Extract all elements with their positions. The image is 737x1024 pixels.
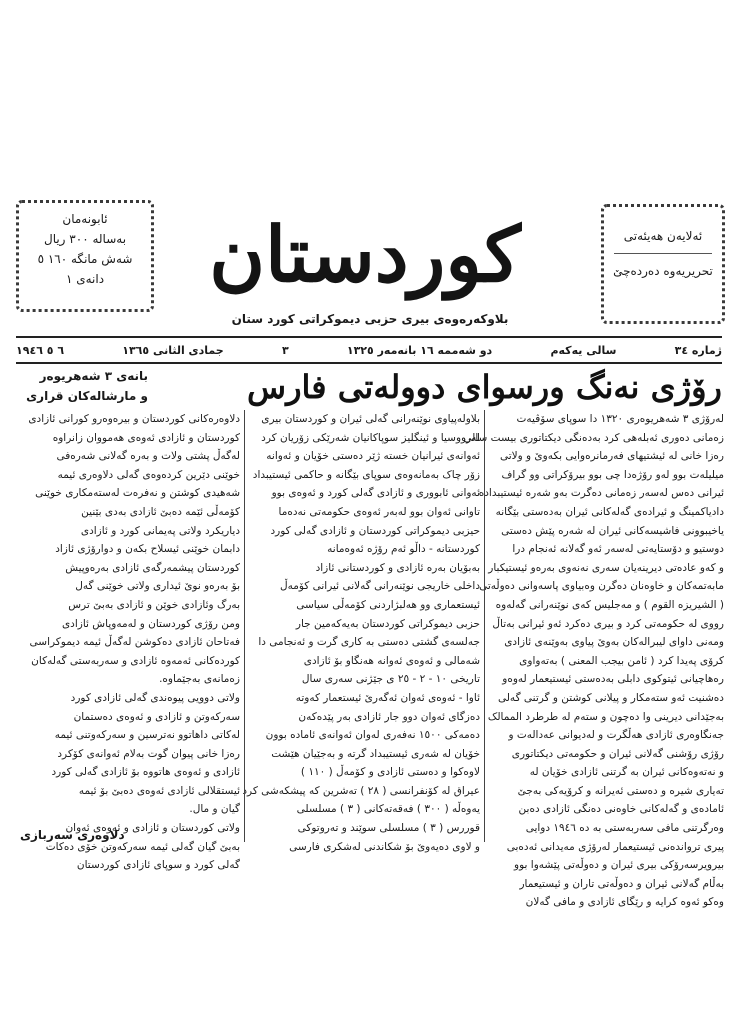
article-line: ( الشیریزه القوم ) و مەجلیس کەی نوێنەرانی گەلەوە [495, 598, 724, 611]
subscription-box [16, 200, 154, 312]
article-line: و لاوی دەیەوێ بۆ شکاندنی لەشکری فارسی [289, 840, 480, 853]
article-line: رۆژی رۆشنی گەلانی ئیران و حکومەتی دیکتاتوری [511, 747, 724, 760]
masthead-subtitle: بلاوکەرەوەی بیری حزبی دیموکراتی کورد ستان [231, 312, 509, 326]
article-line: و کەو عادەتی دیرینەیان سەری نەنەوی بەرەو ئیستیکبار [488, 561, 724, 574]
article-line: حیزبی دیموکراتی کوردستان و ئازادی گەلی کورد [270, 524, 480, 537]
article-line: کۆمەڵی ئێمە دەبێ ئازادی بەدی بێنین [81, 505, 240, 518]
article-line: یاخیبوونی فاشیسەکانی ئیران لە شەرە پێش دەستی [501, 524, 724, 537]
article-line: گەلی کورد و سوپای ئازادی کوردستان [76, 859, 240, 872]
article-line: ئەوانەی ئیرانیان خستە ژێر دەستی خۆیان و ئەوانە [266, 450, 480, 463]
article-line: جەلسەی گشتی دەستی بە کاری گرت و ئەنجامی دا [258, 636, 480, 649]
main-headline: رۆژی نەنگ ورسوای دوولەتی فارس [247, 368, 722, 406]
article-line: زەمانەی بەجێماوە. [159, 673, 240, 686]
article-line: دەشنیت ئەو ستەمکار و پیلانی کوشتن و گرتنی گەلی [497, 691, 724, 704]
article-line: لەگەڵ پشتی ولات و بەرە گەلانی شەرەفی [56, 450, 240, 463]
article-line: کوردستانە - داڵو ئەم رۆژە ئەوەمانە [327, 543, 480, 556]
divider [16, 336, 722, 338]
article-line: ئامادەی و گەلەکانی خاوەنی دەنگی ئازادی دەبن [518, 803, 724, 816]
article-line: تەیاری شیرە و دەستی ئەیرانە و کرۆیەکی بەجێ [517, 784, 724, 797]
article-line: ئاوا - ئەوەی ئەوان ئەگەرێ ئیستعمار کەوتە [295, 691, 480, 704]
article-line: پیری ترواندەنی ئیستیعمار لەرۆژی مەیدانی ئەدەبی [506, 840, 724, 853]
publisher-box [601, 204, 725, 324]
article-line: وەکو ئەوە کرایە و رێگای ئازادی و مافی گەلان [525, 896, 724, 909]
article-line: گیان و مال. [189, 803, 240, 816]
article-line: ئەوانی ئابووری و ئازادی گەلی کورد و ئەوەی بوو [271, 487, 480, 500]
subscription-line: بەسالە ٣٠٠ ریال [43, 232, 127, 246]
article-line: رەزا خانی لە ئیشتیهای فەرمانرەوایی بکەوێ و ولاتی [499, 450, 724, 463]
article-line: لەرووسیا و ئینگلیز سوپاکانیان شەرێکی زۆریان کرد [261, 431, 480, 444]
article-line: ومەنی داوای لیبرالەکان بەوێ پیاوی بەوێنەی ئازادی [504, 636, 724, 649]
dateline [16, 340, 722, 360]
article-line: بەبێ گیان گەلی ئیمە سەرکەوتن خۆی دەکات [45, 840, 240, 853]
article-line: ئیرانی دەس لەسەر زەمانی دەگرت بەو شەرە ئیستیبدادە [478, 487, 724, 500]
article-line: یەوەڵە ( ٣٠٠ ) فەقەتەکانی ( ٣ ) مسلسلی [296, 803, 480, 816]
article-line: کوردەکانی ئەمەوە ئازادی و سەربەستی گەلەکان [31, 654, 240, 667]
article-line: لەرۆژی ٣ شەهریوەری ١٣٢٠ دا سوپای سۆڤیەت [516, 413, 724, 425]
article-line: میلیلەت بوو لەو رۆژەدا چی بوو بیرۆکراتی وو گراف [501, 468, 724, 481]
publisher-line: تحریریەوە دەردەچێ [613, 264, 713, 278]
article-line: بەڵام گەلانی ئیران و دەوڵەتی تاران و ئیستیعمار [519, 877, 724, 890]
lunar-date: جمادی الثانی ١٣٦٥ [122, 343, 224, 357]
article-line: سەرکەوتن و ئازادی و ئەوەی دەستمان [73, 710, 240, 723]
article-line: شەمالی و ئەوەی ئەوانە هەنگاو بۆ ئازادی [303, 654, 480, 667]
article-line: زەمانی دەوری ئەبلەهی کرد بەدەنگی دیکتاتوری بیست سالی [463, 431, 724, 444]
article-line: ولاتی دوویی پیوەندی گەلی ئازادی کورد [70, 691, 240, 704]
article-line: رووی لە حکومەتی کرد و بیری دەکرد ئەو ئیرانی بەتاڵ [492, 617, 724, 630]
article-line: زۆر چاک بەمانەوەی سوپای بێگانە و حاکمی ئیستیبداد [252, 468, 480, 481]
article-line: کرۆی پەیدا کرد ( ئامن بیجب المعنی ) بەتەواوی [519, 654, 724, 667]
article-line: دادیاکمینگ و ئیرادەی گەلەکانی ئیران بەدەستی بێگانە [495, 505, 724, 518]
side-headline-line: بانەی ٣ شەهریوەر [39, 369, 148, 383]
gregorian-date: ٦ ٥ ١٩٤٦ [16, 343, 65, 357]
article-signature: دلاوەری سەربازی [20, 828, 125, 842]
article-line: دابمان خوێنی ئیسلاح بکەن و دوارۆژی ئازاد [55, 543, 240, 556]
article-line: دەمەکی ١٥٠٠ نەفەری لەوان ئەوانەی ئامادە بوون [265, 729, 480, 742]
article-line: دیاریکرد ولاتی پەیمانی کورد و ئازادی [80, 524, 240, 537]
side-headline [18, 366, 148, 406]
article-line: دلاوەرەکانی کوردستان و بیرەوەرو کورانی ئازادی [28, 413, 240, 425]
article-column-right [463, 410, 724, 909]
article-line: دەزگای ئەوان دوو جار ئازادی بەر پێدەکەن [298, 710, 480, 723]
divider [614, 253, 712, 254]
article-line: فەتاحان ئازادی دەکوشن لەگەڵ ئیمە دیموکراسی [29, 636, 240, 649]
article-line: جەنگاوەری ئازادی هەڵگرت و لەدیوانی عەدالەت و [508, 729, 724, 742]
article-line: بەبۆیان بەرە ئازادی و کوردستانی ئازاد [315, 561, 480, 574]
article-line: خوێنی دێرین کردەوەی گەلی دلاوەری ئیمە [57, 468, 240, 481]
article-column-middle [242, 410, 480, 853]
article-line: رەهاچیانی ئیتوکوی دابلی بەدەستی ئیستیعمار لەوەو [502, 673, 724, 686]
article-line: و نەتەوەکانی ئیران بە گرتنی ئازادی خۆیان لە [529, 766, 724, 779]
year-label: سالی یەکەم [550, 343, 617, 357]
publisher-line: ئەلایەن هەیئەتی [623, 229, 703, 243]
solar-date: دو شەممە ١٦ بانەمەر ١٣٢٥ [346, 343, 493, 357]
article-line: تاوانی ئەوان بوو لەبەر ئەوەی حکومەتی نەدەما [278, 505, 480, 518]
article-line: ئازادی و ئەوەی هاتووە بۆ ئازادی گەلی کورد [51, 766, 240, 779]
article-line: بلاولەپیاوی نوێنەرانی گەلی ئیران و کوردستان بیری [261, 413, 480, 425]
newspaper-title: کوردستان [209, 210, 521, 299]
article-line: ئیستعماری وو هەلبژاردنی کۆمەڵی سیاسی [296, 598, 480, 611]
article-line: ئیستقلالی ئازادی ئەوەی دەبێ بۆ ئیمە [78, 784, 240, 797]
article-line: قوررس ( ٣ ) مسلسلی سوێند و تەروتوکی [297, 822, 480, 835]
article-line: بۆ بەرەو نوێ ئیداری ولاتی خوێنی گەل [75, 580, 240, 593]
side-headline-line: و مارشالەکان قراری [26, 389, 148, 403]
article-line: وەرگرتنی مافی سەربەستی بە دە ١٩٤٦ دوایی [525, 822, 724, 835]
article-line: ولاتی کوردستان و ئازادی و ئەوەی ئەوان [65, 822, 240, 835]
article-line: بەرگ وئازادی خوێن و ئازادی بەبێ ترس [68, 598, 240, 611]
article-line: شەهیدی کوشتن و نەفرەت لەستەمکاری خوێنی [35, 487, 240, 500]
article-line: لەکاتی داهاتوو نەترسین و سەرکەوتنی ئیمە [54, 729, 240, 742]
subscription-line: شەش مانگە ١٦٠ ٥ [37, 252, 133, 266]
article-line: داخلی خاریجی نوێنەرانی گەلانی ئیرانی کۆمەڵ [279, 580, 480, 593]
subscription-heading: ئابونەمان [62, 212, 108, 226]
subscription-line: دانەی ١ [65, 272, 105, 286]
article-line: بیرویرسەرۆکی بیری ئیران و دەوڵەتی پێشەوا بوو [514, 859, 724, 872]
article-line: حزبی دیموکراتی کوردستان بەیەکەمین جار [295, 617, 480, 630]
weekday-number: ٣ [281, 343, 289, 357]
article-line: مابەتمەکان و خاوەنان دەگرن وەبیاوی پاسەوانی دەوڵەتی [479, 580, 724, 593]
article-line: ومن رۆژی کوردستان و لەمەوپاش ئازادی [61, 617, 240, 630]
column-divider [484, 410, 485, 842]
issue-number: ژمارە ٣٤ [674, 343, 722, 357]
column-divider [244, 410, 245, 842]
article-line: رەزا خانی پیوان گوت بەلام ئەوانەی کۆکرد [57, 747, 240, 760]
article-line: خۆیان لە شەری ئیستیبداد گرتە و بەجێیان هێشت [271, 747, 480, 760]
article-line: کوردستان و ئازادی ئەوەی هەمووان زانراوە [52, 431, 240, 444]
article-line: عیراق لە کۆنفرانسی ( ٢٨ ) تەشرین کە پیشکەشی کرد [242, 784, 480, 797]
article-line: دوستیو و دۆستایەتی لەسەر ئەو گەلانە ئەنجام درا [512, 543, 724, 556]
article-line: تاریخی ١٠ - ٢ - ٢٥ ی جێژنی سەری سال [301, 673, 480, 686]
article-line: کوردستان پیشمەرگەی ئازادی بەرەوپیش [65, 561, 240, 574]
article-line: لاوەکوا و دەستی ئازادی و کۆمەڵ ( ١١٠ ) [300, 766, 480, 779]
article-line: بەجێدانی دیرینی وا دەچون و ستەم لە طرطرد الممالک [487, 710, 724, 723]
